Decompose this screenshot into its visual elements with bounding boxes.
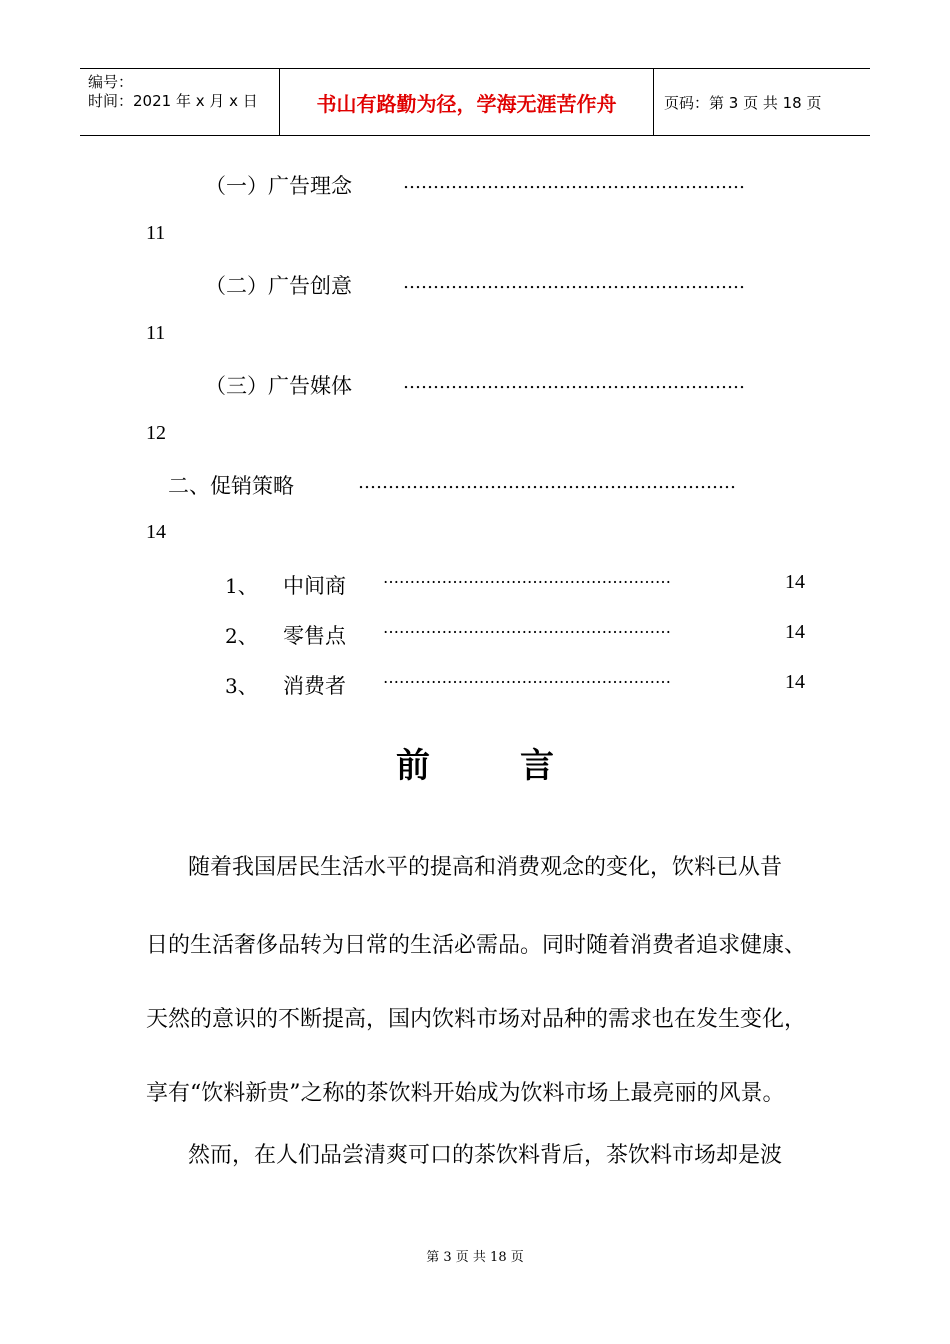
toc-item-dots: …………………………………………………: [403, 272, 745, 293]
toc-sub-dots: ………………………………………………: [383, 568, 671, 587]
toc-sub-label: 消费者: [283, 674, 346, 698]
header-motto: 书山有路勤为径，学海无涯苦作舟: [280, 69, 654, 135]
paragraph-line: 享有“饮料新贵”之称的茶饮料开始成为饮料市场上最亮丽的风景。: [146, 1081, 785, 1106]
toc-item-page: 14: [146, 521, 166, 543]
toc-sub-page: 14: [785, 621, 805, 643]
paragraph-line: 随着我国居民生活水平的提高和消费观念的变化，饮料已从昔: [188, 855, 783, 880]
paragraph-line: 天然的意识的不断提高，国内饮料市场对品种的需求也在发生变化，: [146, 1007, 807, 1032]
section-title-char: 前: [396, 746, 430, 786]
page-header: [80, 68, 870, 136]
toc-sub-num: 3、: [225, 674, 258, 698]
serial-label: 编号：: [88, 73, 134, 91]
section-title: [0, 738, 950, 787]
toc-item-label: 二、促销策略: [168, 474, 294, 498]
toc-item-page: 11: [146, 322, 166, 344]
toc-sub-page: 14: [785, 671, 805, 693]
toc-item-page: 11: [146, 222, 166, 244]
toc-item-label: （一）广告理念: [205, 174, 352, 198]
toc-sub-label: 中间商: [283, 574, 346, 598]
toc-sub-page: 14: [785, 571, 805, 593]
toc-item-page: 12: [146, 422, 166, 444]
page-footer: 第 3 页 共 18 页: [426, 1250, 524, 1265]
toc-item-dots: …………………………………………………: [403, 372, 745, 393]
section-title-char: 言: [520, 746, 554, 786]
toc-sub-dots: ………………………………………………: [383, 618, 671, 637]
toc-sub-label: 零售点: [283, 624, 346, 648]
toc-item-dots: ………………………………………………………: [358, 472, 736, 493]
toc-item-label: （三）广告媒体: [205, 374, 352, 398]
header-page-info: 页码：第 3 页 共 18 页: [664, 93, 822, 112]
paragraph-line: 日的生活奢侈品转为日常的生活必需品。同时随着消费者追求健康、: [146, 933, 807, 958]
toc-sub-num: 1、: [225, 574, 258, 598]
toc-item-label: （二）广告创意: [205, 274, 352, 298]
header-left-cell: [80, 69, 280, 135]
toc-sub-num: 2、: [225, 624, 258, 648]
paragraph-line: 然而，在人们品尝清爽可口的茶饮料背后，茶饮料市场却是波: [188, 1143, 783, 1168]
toc-sub-dots: ………………………………………………: [383, 668, 671, 687]
toc-item-dots: …………………………………………………: [403, 172, 745, 193]
time-label: 时间：2021 年 x 月 x 日: [88, 92, 258, 110]
